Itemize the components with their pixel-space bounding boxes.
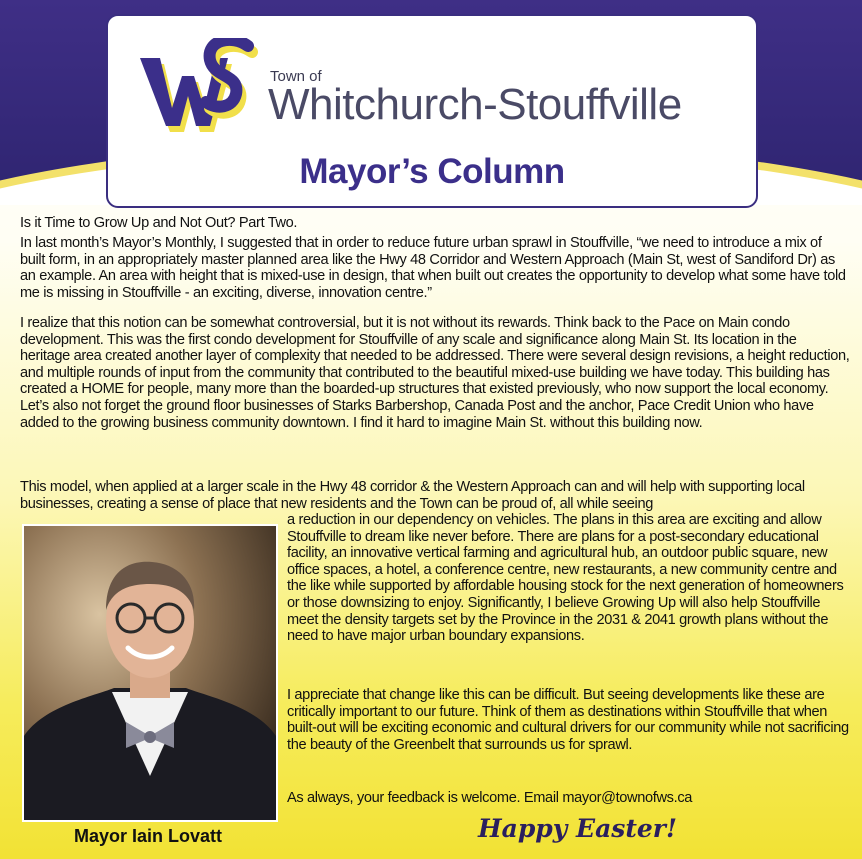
article-paragraph: In last month’s Mayor’s Monthly, I suggested that in order to reduce future urban sprawl in Stouffville, “we need to introduce a mix of built form, in an appropriately master planned area like the Hwy 48 Corridor and Western Approach (Main St, west of Sandiford Dr) as an example. An area with height that is mixed-use in design, that when built out creates the opportunity to develop what some have told me is missing in Stouffville - an exciting, diverse, innovation centre.”	[20, 235, 846, 301]
article-paragraph: I realize that this notion can be somewhat controversial, but it is not without its rewards. Think back to the Pace on Main condo development. This was the first condo development for Stouffville of any scale and significance along Main St. Its location in the heritage area created another layer of complexity that needed to be addressed. There were several design revisions, a height reduction, and multiple rounds of input from the community that contributed to the beautiful mixed-use building we have today. This building has created a HOME for people, many more than the boarded-up structures that existed previously, who now support the local economy. Let’s also not forget the ground floor businesses of Starks Barbershop, Canada Post and the anchor, Pace Credit Union who have added to the growing business community downtown. I find it hard to imagine Main St. without this building now.	[20, 315, 850, 431]
article-paragraph: I appreciate that change like this can be difficult. But seeing developments like these are critically important to our future. Think of them as destinations within Stouffville that when built-out will be exciting economic and cultural drivers for our community while not sacrificing the beauty of the Greenbelt that surrounds us for sprawl.	[287, 687, 849, 753]
ws-logo-icon	[140, 38, 258, 136]
article-title: Is it Time to Grow Up and Not Out? Part Two.	[20, 215, 298, 231]
town-name: Whitchurch-Stouffville	[268, 80, 682, 129]
easter-greeting: Happy Easter!	[478, 814, 677, 843]
article-paragraph: As always, your feedback is welcome. Email mayor@townofws.ca	[287, 790, 693, 806]
header-card	[106, 14, 758, 208]
article-paragraph: a reduction in our dependency on vehicles. The plans in this area are exciting and allow Stouffville to dream like never before. There are plans for a post-secondary educational facility, an innovative vertical farming and agricultural hub, an outdoor public square, new office spaces, a hotel, a conference centre, new restaurants, a new community centre and the like while supported by affordable housing stock for the next generation of homeowners or those downsizing to enjoy. Significantly, I believe Growing Up will also help Stouffville meet the density targets set by the Province in the 2031 & 2041 growth plans without the need to have major urban boundary expansions.	[287, 512, 844, 645]
mayor-portrait-icon	[24, 526, 276, 820]
article-paragraph: This model, when applied at a larger scale in the Hwy 48 corridor & the Western Approach can and will help with supporting local businesses, creating a sense of place that new residents and the Town can be proud of, all while seeing	[20, 479, 805, 512]
mayor-photo	[22, 524, 278, 822]
photo-caption: Mayor Iain Lovatt	[73, 826, 223, 846]
column-title: Mayor’s Column	[299, 152, 565, 191]
town-of-label: Town of	[270, 68, 322, 85]
